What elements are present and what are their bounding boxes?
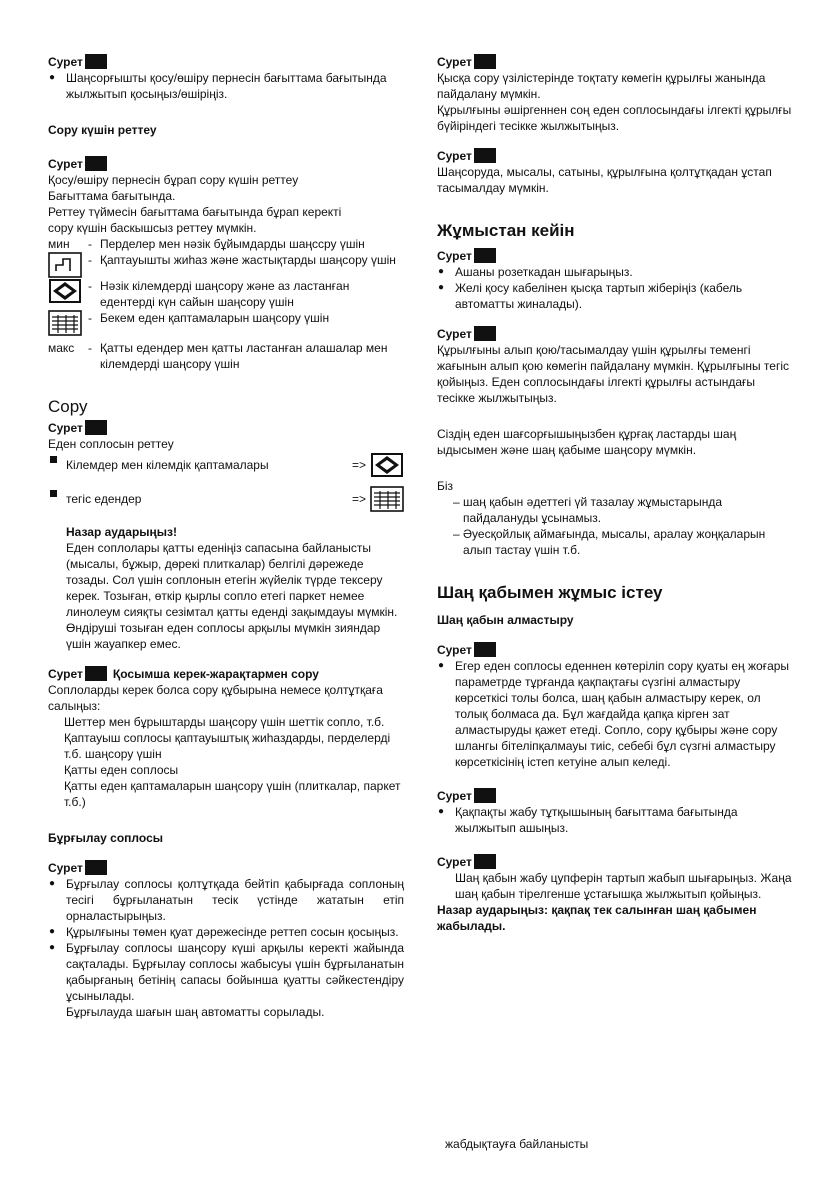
pause-aid-text: Құрылғыны әшіргеннен соң еден соплосындағы ілгекті құрылғы бүйіріндегі тесікке жылжытыңыз.	[437, 103, 792, 133]
suction-power-heading: Сору күшін реттеу	[48, 123, 157, 137]
carpet-icon	[48, 310, 82, 336]
pause-aid-text: Қысқа сору үзілістерінде тоқтату көмегін құрылғы жанында пайдалану мүмкін.	[437, 71, 766, 101]
drill-after: Бұрғылауда шағын шаң автоматты сорылады.	[66, 1005, 325, 1019]
bag-change-text: Шаң қабын жабу цупферін тартып жабып шығарыңыз. Жаңа шаң қабын тірелгенше ұстағышқа жылжытып қойыңыз.	[455, 871, 792, 901]
vacuuming-heading: Сору	[48, 397, 88, 416]
level-text: Қаптауышты жиһаз және жастықтарды шаңсору үшін	[100, 253, 396, 267]
accessory-item: Шеттер мен бұрыштарды шаңсору үшін шеттік сопло, т.б.	[64, 715, 385, 729]
level-text: Перделер мен нәзік бұйымдарды шаңссру үшін	[100, 237, 365, 251]
floor-carpets-label: Кілемдер мен кілемдік қаптамалары	[66, 458, 269, 472]
attention-text: Еден соплолары қатты еденіңіз сапасына байланысты (мысалы, бұжыр, дөрекі плиткалар) белгілі дәрежеде тозады. Сол үшін соплонын етегін жүйелік түрде тексеру керек. Тозыған, өткір қырлы сопло етегі паркет немее линолеум сияқты сезімтал қатты еденді зақымдауы мүмкін. Өндіруші тозыған еден соплосы арқылы мүмкін зияндар үшін жауапкер емес.	[66, 541, 398, 651]
lid-warning: Назар аударыңыз: қақпақ тек салынған шаң қабымен жабылады.	[437, 903, 757, 933]
level-carpet: - Бекем еден қаптамаларын шаңсору үшін	[48, 310, 404, 336]
after-bullet: ● Ашаны розеткадан шығарыңыз.	[437, 264, 793, 280]
figure-number-box	[85, 420, 107, 435]
figure-label: Сурет	[437, 786, 793, 804]
power-text-line: Бағыттама бағытында.	[48, 189, 176, 203]
dry-dirt-text: Сіздің еден шағсорғышыңызбен құрғақ ластарды шаң ыдысымен және шаң қабыме шаңсору мүмкін.	[437, 427, 737, 457]
level-max: макс - Қатты едендер мен қатты ластанған алашалар мен кілемдерді шаңсору үшін	[48, 340, 404, 372]
drill-heading: Бұрғылау соплосы	[48, 831, 163, 845]
power-text-line: Реттеу түймесін бағыттама бағытында бұрап керекті	[48, 205, 342, 219]
we-label: Біз	[437, 479, 454, 493]
accessory-item: Қатты еден қаптамаларын шаңсору үшін (плиткалар, паркет т.б.)	[64, 779, 401, 809]
figure-number-box	[474, 248, 496, 263]
left-column	[48, 52, 404, 1020]
bag-replace-bullet: ● Егер еден соплосы еденнен көтеріліп сору қуаты ең жоғары параметрде тұрғанда қақпақтағы сүзгіні алмастыру көрсеткісі толы болса, шаң қабын алмастыру керек, ол толық болмаса да. Бұл жағдайда қапқа кірген зат алмастыруды қажет етеді. Сопло, сору құбыры және сору шлангы бітеліпқалмауы тиіс, себебі бұл сүзгні алмастыру көрсеткісінің істеп кетуіне алып келеді.	[437, 658, 793, 770]
power-text-line: Қосу/өшіру пернесін бұрап сору күшін реттеу	[48, 173, 299, 187]
figure-number-box	[474, 148, 496, 163]
figure-label: Сурет	[48, 418, 404, 436]
figure-number-box	[85, 156, 107, 171]
rug-icon	[48, 278, 82, 304]
figure-number-box	[85, 860, 107, 875]
floor-hard-label: тегіс едендер	[66, 492, 142, 506]
figure-label: Сурет	[437, 52, 793, 70]
figure-label: Сурет	[48, 858, 404, 876]
power-switch-instruction: ● Шаңсорғышты қосу/өшіру пернесін бағыттама бағытында жылжытып қосыңыз/өшіріңіз.	[48, 70, 404, 102]
figure-label: Сурет	[437, 324, 793, 342]
accessory-item: Қаптауыш соплосы қаптауыштық жиһаздарды, перделерді т.б. шаңсору үшін	[64, 731, 391, 761]
accessories-intro: Соплоларды керек болса сору құбырына немесе қолтұтқаға салыңыз:	[48, 683, 383, 713]
drill-bullet: ● Бұрғылау соплосы шаңсору күші арқылы керекті жайында сақталады. Бұрғылау соплосы жабысуы үшін бұрғыланатын қабырғаның бетінің сапасы бойынша қуатты сәйкестендіру ұсынылады.	[48, 940, 404, 1004]
dust-bag-replace-heading: Шаң қабын алмастыру	[437, 613, 574, 627]
figure-number-box	[85, 666, 107, 681]
level-sofa: - Қаптауышты жиһаз және жастықтарды шаңсору үшін	[48, 252, 404, 278]
figure-label: Сурет	[48, 52, 404, 70]
after-work-heading: Жұмыстан кейін	[437, 221, 575, 240]
figure-label: Сурет	[437, 146, 793, 164]
storage-text: Құрылғыны алып қою/тасымалдау үшін құрылғы теменгі жағынын алып қою көмегін пайдалану мүмкін. Құрылғыны тегіс қойыңыз. Еден соплосындағы ілгекті құрылғы астындағы тесікке жылжытыңыз.	[437, 343, 790, 405]
level-text: Қатты едендер мен қатты ластанған алашалар мен кілемдерді шаңсору үшін	[100, 341, 388, 371]
carpet-icon	[370, 486, 404, 512]
figure-label: Сурет	[437, 640, 793, 658]
figure-label-accessories: Сурет Қосымша керек-жарақтармен сору	[48, 667, 319, 681]
page-footer: жабдықтауға байланысты	[445, 1137, 589, 1151]
level-rug: - Нәзік кілемдерді шаңсору және аз ластанған едентерді күн сайын шаңсору үшін	[48, 278, 404, 310]
floor-carpets-row: Кілемдер мен кілемдік қаптамалары =>	[48, 452, 404, 478]
level-text: Нәзік кілемдерді шаңсору және аз ластанған едентерді күн сайын шаңсору үшін	[100, 279, 350, 309]
figure-number-box	[85, 54, 107, 69]
floor-hard-row: тегіс едендер =>	[48, 486, 404, 512]
power-text-line: сору күшін баскышсыз реттеу мүмкін.	[48, 221, 257, 235]
accessories-heading: Қосымша керек-жарақтармен сору	[112, 667, 319, 681]
after-bullet: ● Желі қосу кабелінен қысқа тартып жіберіңіз (кабель автоматты жиналады).	[437, 280, 793, 312]
attention-title: Назар аударыңыз!	[66, 525, 178, 539]
nozzle-adjust-text: Еден соплосын реттеу	[48, 437, 174, 451]
we-item: – Әуесқойлық аймағында, мысалы, аралау жоңқаларын алып тастау үшін т.б.	[437, 526, 793, 558]
lid-open-bullet: ● Қақпақты жабу тұтқышының бағыттама бағытында жылжытып ашыңыз.	[437, 804, 793, 836]
figure-number-box	[474, 854, 496, 869]
figure-number-box	[474, 788, 496, 803]
right-column	[437, 52, 793, 934]
figure-number-box	[474, 642, 496, 657]
sofa-icon	[48, 252, 82, 278]
we-item: – шаң қабын әдеттегі үй тазалау жұмыстарында пайдалануды ұсынамыз.	[437, 494, 793, 526]
level-key: макс	[48, 341, 75, 355]
carry-text: Шаңсоруда, мысалы, сатыны, құрылғына қолтұтқадан ұстап тасымалдау мүмкін.	[437, 165, 772, 195]
figure-number-box	[474, 326, 496, 341]
level-key: мин	[48, 237, 70, 251]
figure-number-box	[474, 54, 496, 69]
figure-label: Сурет	[437, 246, 793, 264]
rug-icon	[370, 452, 404, 478]
drill-bullet: ● Бұрғылау соплосы қолтұтқада бейтіп қабырғада соплоның тесігі бұрғыланатын тесік үстінде жататын етіп орналастырыңыз.	[48, 876, 404, 924]
figure-label: Сурет	[437, 852, 793, 870]
level-text: Бекем еден қаптамаларын шаңсору үшін	[100, 311, 330, 325]
dust-bag-heading: Шаң қабымен жұмыс істеу	[437, 583, 663, 602]
figure-label: Сурет	[48, 154, 404, 172]
accessory-item: Қатты еден соплосы	[64, 763, 179, 777]
level-min: мин - Перделер мен нәзік бұйымдарды шаңссру үшін	[48, 236, 404, 252]
drill-bullet: ● Құрылғыны төмен қуат дәрежесінде реттеп соcын қосыңыз.	[48, 924, 404, 940]
